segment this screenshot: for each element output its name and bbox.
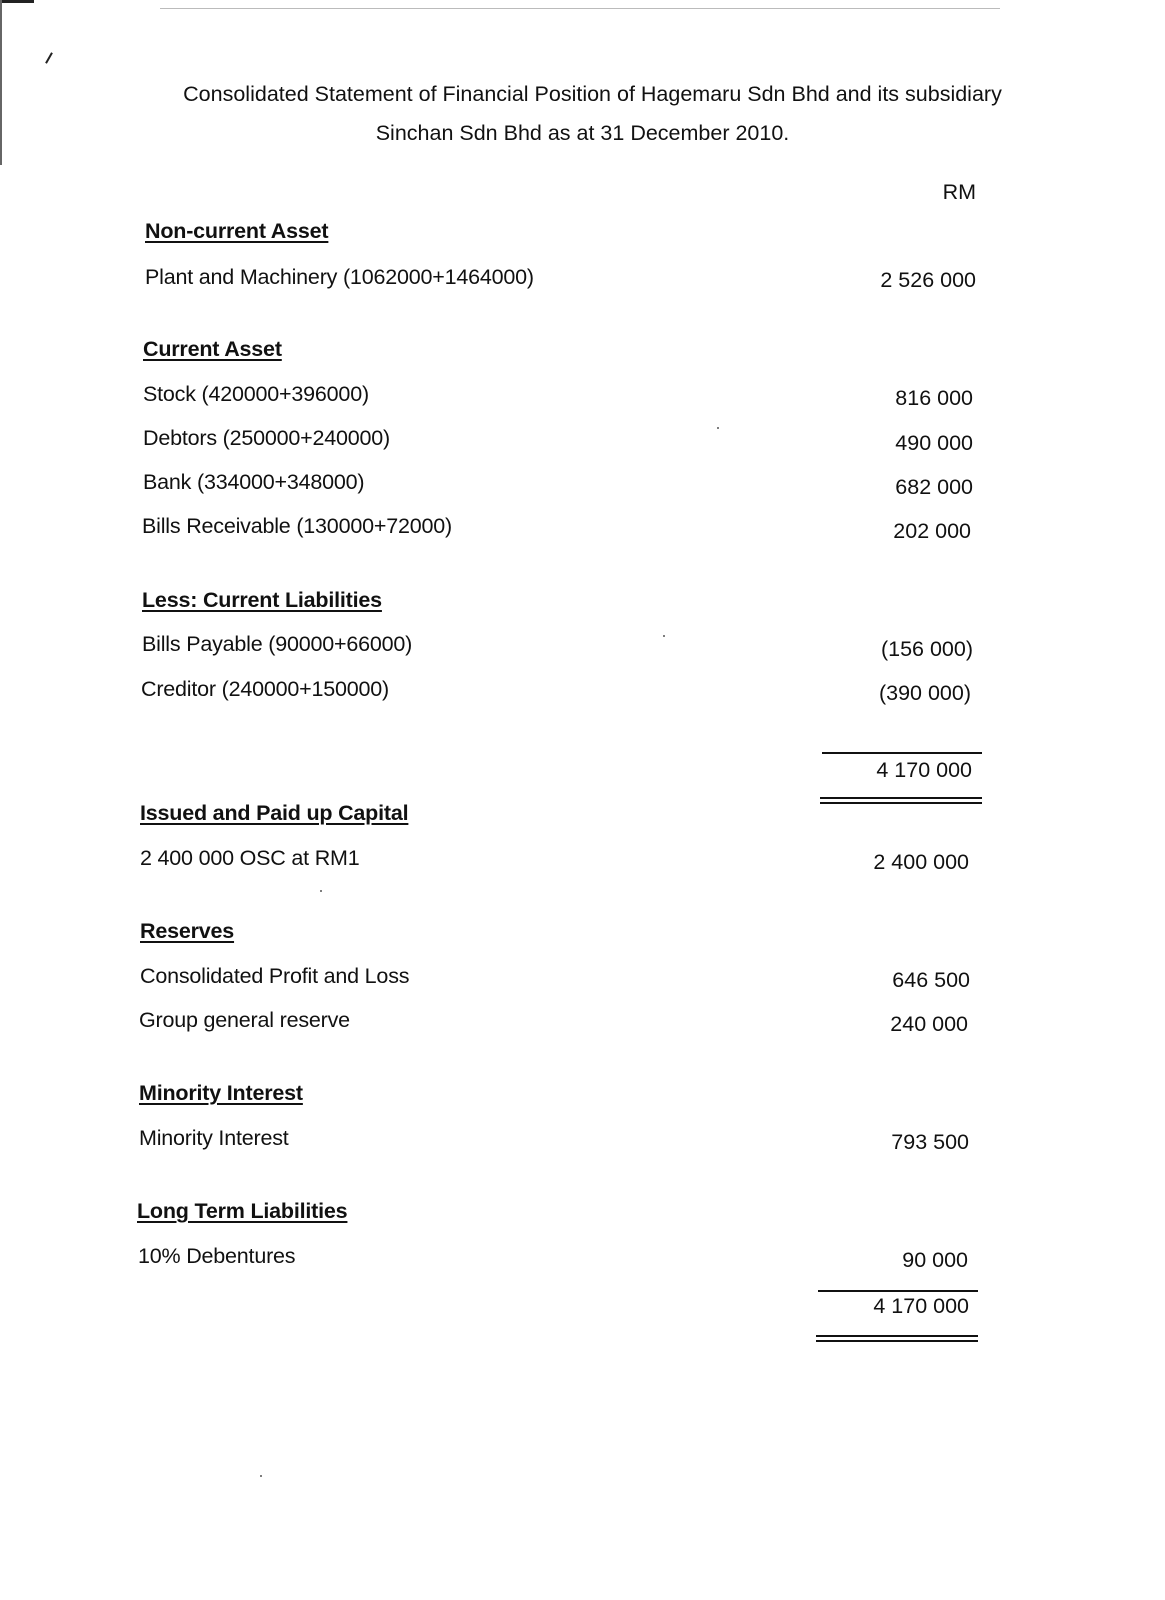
scan-speck: [663, 635, 665, 637]
line-item-amount: 793 500: [891, 1130, 969, 1154]
section-heading-minority-interest: Minority Interest: [139, 1081, 303, 1105]
line-item-amount: 240 000: [890, 1012, 968, 1036]
line-item-label: Bills Payable (90000+66000): [142, 632, 413, 656]
double-underline-top: [820, 797, 982, 799]
pen-tick-mark: [45, 52, 53, 63]
line-item-label: Bills Receivable (130000+72000): [142, 514, 452, 538]
line-item-amount: 2 526 000: [880, 268, 976, 292]
line-item-label: Minority Interest: [139, 1126, 289, 1150]
subtotal-rule: [818, 1290, 978, 1292]
line-item-label: Stock (420000+396000): [143, 382, 369, 406]
double-underline-bottom: [816, 1340, 978, 1342]
line-item-label: 10% Debentures: [138, 1244, 296, 1268]
net-assets-total: 4 170 000: [876, 758, 972, 782]
scan-top-line: [160, 8, 1000, 9]
scan-speck: [717, 427, 719, 429]
statement-title-line1: Consolidated Statement of Financial Position of Hagemaru Sdn Bhd and its subsidiary: [183, 82, 1002, 106]
section-heading-reserves: Reserves: [140, 919, 235, 943]
line-item-label: Consolidated Profit and Loss: [140, 964, 410, 988]
statement-title-line2: Sinchan Sdn Bhd as at 31 December 2010.: [375, 121, 790, 145]
line-item-amount: 490 000: [895, 431, 973, 455]
scan-corner-mark: [0, 0, 34, 3]
capital-employed-total: 4 170 000: [873, 1294, 969, 1318]
section-heading-non-current-asset: Non-current Asset: [145, 219, 329, 243]
subtotal-rule: [822, 752, 982, 754]
line-item-amount: 202 000: [893, 519, 971, 543]
double-underline-top: [816, 1335, 978, 1337]
line-item-amount: 2 400 000: [873, 850, 969, 874]
currency-header: RM: [942, 180, 976, 204]
section-heading-current-asset: Current Asset: [143, 337, 282, 361]
line-item-amount: (390 000): [878, 681, 971, 705]
scan-speck: [260, 1475, 262, 1477]
line-item-label: Debtors (250000+240000): [143, 426, 391, 450]
section-heading-capital: Issued and Paid up Capital: [140, 801, 409, 825]
section-heading-current-liabilities: Less: Current Liabilities: [142, 588, 382, 612]
line-item-label: Group general reserve: [139, 1008, 350, 1032]
line-item-label: Creditor (240000+150000): [141, 677, 390, 701]
line-item-amount: (156 000): [880, 637, 973, 661]
line-item-label: 2 400 000 OSC at RM1: [140, 846, 360, 870]
double-underline-bottom: [820, 802, 982, 804]
line-item-amount: 682 000: [895, 475, 973, 499]
line-item-label: Bank (334000+348000): [143, 470, 365, 494]
line-item-amount: 90 000: [902, 1248, 968, 1272]
line-item-amount: 816 000: [895, 386, 973, 410]
section-heading-long-term-liabilities: Long Term Liabilities: [137, 1199, 348, 1223]
scan-speck: [320, 890, 322, 892]
line-item-amount: 646 500: [892, 968, 970, 992]
line-item-label: Plant and Machinery (1062000+1464000): [145, 265, 534, 289]
